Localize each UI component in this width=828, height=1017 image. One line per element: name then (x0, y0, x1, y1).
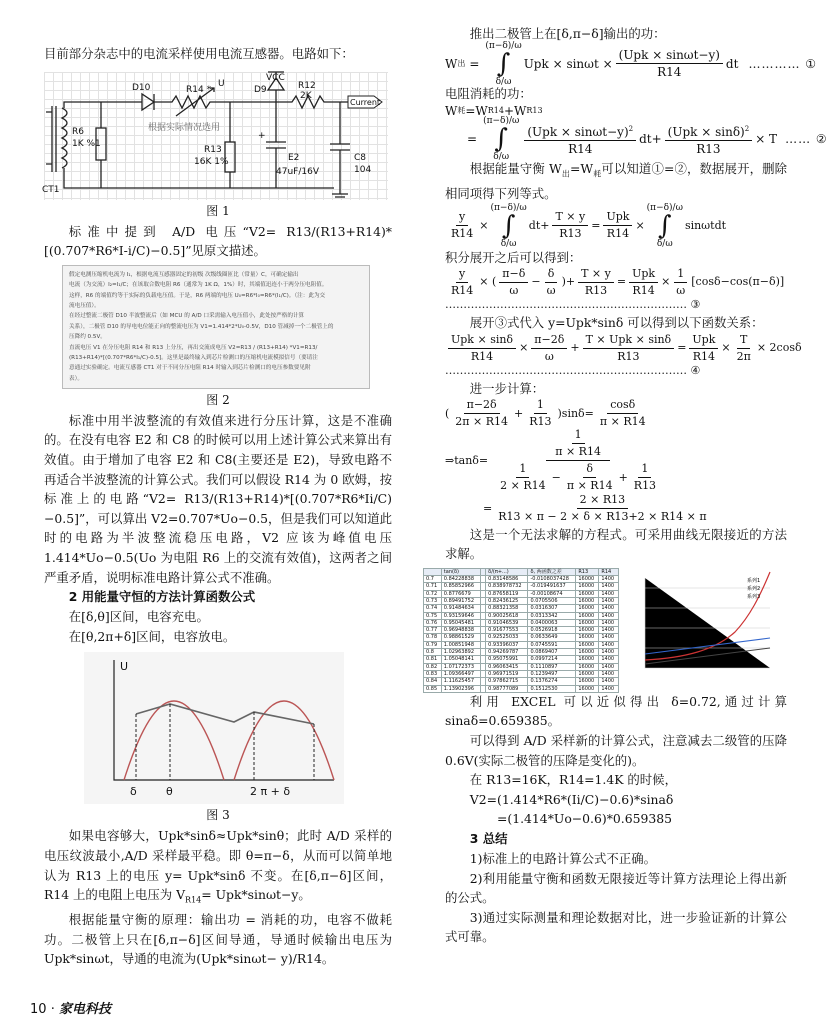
table-cell: 1.09366497 (441, 670, 480, 677)
table-cell: 1.11625457 (441, 678, 480, 685)
table-cell: 1400 (599, 612, 619, 619)
table-cell: 0.83148586 (486, 576, 528, 583)
figure-2-scan (62, 265, 370, 389)
table-cell: 0.0400063 (528, 619, 576, 626)
svg-text:104: 104 (354, 164, 372, 175)
svg-text:VCC: VCC (266, 72, 285, 83)
table-cell: 0.0869407 (528, 649, 576, 656)
paragraph-further: 进一步计算： (469, 381, 545, 397)
table-cell: 1400 (599, 627, 619, 634)
table-header-cell: δ/(π+...) (486, 568, 528, 575)
svg-text:2K: 2K (300, 90, 312, 101)
table-header-cell: R13 (576, 568, 599, 575)
paragraph-new-formula: 可以得到 A/D 采样新的计算公式，注意减去二级管的压降 0.6V(实际二极管的压降是变化的)。 (445, 733, 787, 768)
table-row (424, 583, 619, 590)
table-cell: 0.0313342 (528, 612, 576, 619)
table-cell: 0.94269787 (486, 649, 528, 656)
table-row (424, 649, 619, 656)
svg-text:1K %1: 1K %1 (72, 138, 101, 149)
table-cell: 0.90025618 (486, 612, 528, 619)
paragraph-energy-balance: 根据能量守衡 $W_出=W_耗$可以知道①=②，数据展开，删除相同项得下列等式。 (445, 161, 788, 202)
figure-2-line: 假定电测压缩机电流为 I₁，根据电流互感器固定的初级 次级线圈匝比（常量）C，可确定输出 (69, 271, 299, 278)
table-row (424, 656, 619, 663)
summary-3: 3)通过实际测量和理论数据对比，进一步验证新的计算公式可靠。 (445, 909, 787, 945)
table-cell: 0.85852966 (441, 583, 480, 590)
table-cell: 16000 (576, 678, 599, 685)
table-row (424, 634, 619, 641)
circuit-diagram (44, 72, 388, 200)
table-cell: 0.93159646 (441, 612, 480, 619)
table-header-cell: R14 (599, 568, 619, 575)
svg-text:CT1: CT1 (42, 184, 60, 195)
paragraph-excel-result: 利用 EXCEL 可以近似得出 δ=0.72,通过计算 sinaδ=0.659385。 (445, 693, 787, 729)
table-cell: 1400 (599, 685, 619, 692)
svg-text:R6: R6 (72, 126, 84, 137)
paragraph-analysis: 标准中用半波整流的有效值来进行分压计算，这是不准确的。在没有电容 E2 和 C8 的时候可以用上述计算公式来算出有效值。由于增加了电容 E2 和 C8(主要还是 E2)，导致电路不再适合半波整流的计算公式。我们可以假设 R14 为 0 欧姆，按标准上的电路“V2= R13/(R13+R14)*[(0.707*R6*Ii/C)−0.5]”，可以算出 V2=0.707*Uo−0.5，但是我们可以知道此时的电路为半波整流稳压电路，V2 应该为峰值电压 1.414*Uo−0.5(Uo 为电阻 R6 上的交流有效值)，这两者之间严重矛盾，说明标准电路计算公式不准确。 (44, 412, 392, 585)
table-cell: 16000 (576, 583, 599, 590)
paragraph-substitute: 展开③式代入 y=Upk*sinδ 可以得到以下函数关系： (469, 315, 764, 331)
paragraph-approx: 这是一个无法求解的方程式。可采用曲线无限接近的方法求解。 (445, 526, 787, 562)
table-cell: 0.98861529 (441, 634, 480, 641)
table-header-cell (424, 568, 442, 575)
figure-1-circuit (44, 72, 388, 200)
table-cell: 0.8776679 (441, 590, 480, 597)
table-cell: 1400 (599, 576, 619, 583)
excel-table (423, 568, 619, 693)
table-cell: 0.1239497 (528, 670, 576, 677)
equation-7: ⇒tanδ= $\frac{1}{\pi \times R14}$ $\frac{1}{2 \times R14}$ − $\frac{\delta}{\pi \times R14}$ + $\frac{1}{R13}$ (445, 428, 657, 493)
figure-2-text (69, 270, 363, 384)
excel-curve-chart (625, 568, 775, 680)
table-cell: 1400 (599, 649, 619, 656)
figure-2-line: 流电压值）。 (69, 303, 100, 309)
table-cell: 0.91046539 (486, 619, 528, 626)
table-cell: 16000 (576, 641, 599, 648)
table-cell: 1400 (599, 670, 619, 677)
table-cell: 1400 (599, 598, 619, 605)
svg-text:+: + (258, 130, 266, 141)
table-cell: 1.00851948 (441, 641, 480, 648)
table-header-row (424, 568, 619, 575)
table-cell: 16000 (576, 649, 599, 656)
table-cell: 0.76 (424, 619, 442, 626)
table-cell: 16000 (576, 576, 599, 583)
svg-text:2 π + δ: 2 π + δ (250, 785, 291, 799)
table-cell: 0.77 (424, 627, 442, 634)
table-cell: 0.84228838 (441, 576, 480, 583)
table-cell: 0.1110897 (528, 663, 576, 670)
figure-2-line: 电流（为交流）I₂=I₁/C；在该取合数电阻 R6（通常为 1K Ω，1%）时，其端值迅连小于两分压电阻值。 (69, 282, 328, 289)
table-cell: 0.91677553 (486, 627, 528, 634)
table-cell: 1400 (599, 656, 619, 663)
table-cell: 1400 (599, 634, 619, 641)
table-cell: 0.73 (424, 598, 442, 605)
table-cell: 16000 (576, 590, 599, 597)
section-3-heading: 3 总结 (469, 830, 508, 846)
table-cell: 0.87658119 (486, 590, 528, 597)
table-cell: 0.8 (424, 649, 442, 656)
svg-text:θ: θ (166, 785, 173, 799)
table-cell: 0.0997214 (528, 656, 576, 663)
figure-3-waveform (84, 652, 344, 804)
table-cell: 0.82 (424, 663, 442, 670)
left-column (44, 0, 392, 969)
table-header-cell: tan(δ) (441, 568, 480, 575)
paragraph-values: 在 R13=16K，R14=1.4K 的时候， (469, 772, 677, 788)
equation-3: $\frac{y}{R14}$ × (π−δ)/ω ∫ δ/ω dt+ $\frac{T \times y}{R13}$ = $\frac{\text{Upk}}{R14}$ × (π−δ)/ω ∫ δ/ω sinωtdt (451, 202, 727, 249)
table-cell: 1400 (599, 619, 619, 626)
summary-1: 1)标准上的电路计算公式不正确。 (469, 850, 656, 866)
figure-2-line: 表）。 (69, 375, 83, 382)
table-cell: 0.91484634 (441, 605, 480, 612)
table-row (424, 663, 619, 670)
table-cell: 0.83 (424, 670, 442, 677)
equation-6: ( $\frac{\pi-2\delta}{2\pi \times R14}$ + $\frac{1}{R13}$ )sinδ= $\frac{\cos\delta}{\pi \times R14}$ (445, 398, 646, 429)
figure-2-line: 关系），二极管 D10 的导电电位能正向的整流电压为 V1=1.414*2*U₀-0.5V，D10 管减掉一个二极管上的 (69, 323, 334, 330)
table-row (424, 678, 619, 685)
table-row (424, 576, 619, 583)
table-cell: 0.838978732 (486, 583, 528, 590)
table-row (424, 619, 619, 626)
table-cell: 0.88321358 (486, 605, 528, 612)
table-cell: 1.13902396 (441, 685, 480, 692)
table-cell: 0.93396037 (486, 641, 528, 648)
equation-1: W 出 = (π−δ)/ω ∫ δ/ω Upk × sinωt × $\frac{\text{(Upk × sinωt−y)}}{R14}$ dt ………… ① (445, 40, 818, 87)
paragraph-discharge: 在[θ,2π+δ]区间，电容放电。 (68, 628, 236, 644)
excel-figure (423, 568, 787, 692)
table-cell: 0.96948838 (441, 627, 480, 634)
paragraph-energy: 根据能量守衡的原理：输出功 = 消耗的功，电容不做耗功。二极管上只在[δ,π−δ]区间导通，导通时候输出电压为 Upk*sinωt，导通的电流为(Upk*sinωt− y)/R14。 (44, 912, 392, 967)
table-cell: 0.7 (424, 576, 442, 583)
table-cell: 0.96063415 (486, 663, 528, 670)
svg-text:系列3: 系列3 (747, 593, 761, 600)
table-cell: 0.72 (424, 590, 442, 597)
svg-text:U: U (120, 660, 129, 674)
equation-5-number: ………………………………………………………… ④ (445, 364, 701, 378)
svg-text:R13: R13 (204, 144, 222, 155)
figure-2-line: 直流电压 V1 在分压电阻 R14 和 R13 上分压，再出交流成电压 V2=R13 / (R13+R14) *V1=R13/ (69, 344, 318, 351)
svg-text:16K 1%: 16K 1% (194, 156, 229, 167)
table-cell: 0.81 (424, 656, 442, 663)
table-cell: 0.1376274 (528, 678, 576, 685)
svg-text:R12: R12 (298, 80, 316, 91)
paragraph-standard-formula: 标准中提到 A/D 电压“V2= R13/(R13+R14)*[(0.707*R6*I-i/C)−0.5]”见原文描述。 (44, 223, 392, 259)
paragraph-capacitor: 如果电容够大，Upk*sinδ≈Upk*sinθ；此时 A/D 采样的电压纹波最小,A/D 采样最平稳。即 θ=π−δ，从而可以简单地认为 R13 上的电压 y= Upk*sinδ 不变。在[δ,π−δ]区间，R14 上的电阻上电压为 $V_{R14}= Upk*\sin\omega t-y$。 (44, 828, 392, 905)
table-cell: 1400 (599, 641, 619, 648)
svg-text:U: U (218, 78, 225, 89)
figure-2-line: (R13+R14)*[(0.707*R6*I₁/C)-0.5]。这里是最终输入到芯片检测口的压缩机电流模拟信号（要请注 (69, 355, 318, 362)
table-row (424, 670, 619, 677)
table-row (424, 612, 619, 619)
table-cell: 16000 (576, 605, 599, 612)
table-row (424, 641, 619, 648)
table-row (424, 598, 619, 605)
table-cell: 1400 (599, 583, 619, 590)
table-cell: 16000 (576, 619, 599, 626)
page-footer: 10 · 家电科技 (30, 1002, 111, 1017)
figure-2-line: 意通过实验确定。电流互感器 CT1 对于不同分压电阻 R14 时输入到芯片检测口的电压参数要见附 (69, 365, 311, 372)
paragraph-output-work: 推出二极管上在[δ,π−δ]输出的功： (469, 26, 666, 41)
table-cell: 16000 (576, 627, 599, 634)
formula-v2-result: =(1.414*Uo−0.6)*0.659385 (497, 811, 673, 827)
section-2-heading: 2 用能量守恒的方法计算函数公式 (68, 589, 256, 605)
equation-4: $\frac{y}{R14}$ × ( $\frac{\pi-\delta}{\omega}$ − $\frac{\delta}{\omega}$ )+ $\frac{T \times y}{R13}$ = $\frac{\text{Upk}}{R14}$ × $\frac{1}{\omega}$ [cosδ−cos(π−δ)] (451, 266, 785, 297)
table-cell: 16000 (576, 612, 599, 619)
table-cell: 0.74 (424, 605, 442, 612)
svg-text:E2: E2 (288, 152, 300, 163)
table-cell: 1400 (599, 605, 619, 612)
table-row (424, 627, 619, 634)
right-column (426, 0, 828, 947)
table-cell: 16000 (576, 656, 599, 663)
table-cell: -0.00108674 (528, 590, 576, 597)
figure-2-line: 压降约 0.5V。 (69, 334, 106, 341)
svg-text:D9: D9 (254, 84, 267, 95)
intro-paragraph: 目前部分杂志中的电流采样使用电流互感器。电路如下： (44, 46, 354, 61)
svg-text:系列2: 系列2 (747, 585, 761, 592)
table-cell: 1.02963892 (441, 649, 480, 656)
current-label: Current (350, 97, 381, 107)
table-cell: 1.07172373 (441, 663, 480, 670)
table-cell: 0.0705506 (528, 598, 576, 605)
paragraph-charge: 在[δ,θ]区间，电容充电。 (68, 609, 209, 625)
table-cell: 16000 (576, 663, 599, 670)
table-cell: 0.95075991 (486, 656, 528, 663)
table-cell: 0.95045481 (441, 619, 480, 626)
table-cell: 0.75 (424, 612, 442, 619)
equation-2a: W 耗 =W R14 +W R13 (445, 104, 543, 119)
table-cell: 16000 (576, 634, 599, 641)
table-cell: 0.96971519 (486, 670, 528, 677)
table-cell: 0.98777089 (486, 685, 528, 692)
svg-text:C8: C8 (354, 152, 367, 163)
equation-5: $\frac{\text{Upk × sinδ}}{R14}$ × $\frac{\pi-2\delta}{\omega}$ + $\frac{\text{T × Upk × sinδ}}{R13}$ = $\frac{\text{Upk}}{R14}$ × $\frac{T}{2\pi}$ × 2cosδ (445, 333, 787, 363)
summary-2: 2)利用能量守衡和函数无限接近等计算方法理论上得出新的公式。 (445, 870, 787, 906)
table-cell: 0.85 (424, 685, 442, 692)
table-cell: -0.0108037428 (528, 576, 576, 583)
table-row (424, 590, 619, 597)
svg-text:根据实际情况选用: 根据实际情况选用 (148, 122, 221, 133)
table-cell: 0.0526918 (528, 627, 576, 634)
table-cell: 1400 (599, 590, 619, 597)
table-cell: 1.05048141 (441, 656, 480, 663)
figure-2-caption: 图 2 (206, 392, 230, 407)
equation-8: = $\frac{2 \times R13}{R13 \times \pi - 2 \times \delta \times R13+2 \times R14 \times \pi}$ (483, 493, 707, 524)
figure-2-line: 在经过整流二极管 D10 半波整流后（如 MCU 的 A/D 口采需输入电压值小，此处按严格的计算 (69, 313, 305, 320)
table-cell: 0.89491752 (441, 598, 480, 605)
table-cell: 0.78 (424, 634, 442, 641)
formula-v2: V2=(1.414*R6*(Ii/C)−0.6)*sinaδ (469, 791, 674, 807)
page-number: 10 (30, 1002, 47, 1017)
table-cell: 0.1512530 (528, 685, 576, 692)
journal-logo: 家电科技 (58, 1002, 111, 1017)
table-cell: 16000 (576, 685, 599, 692)
table-cell: 0.71 (424, 583, 442, 590)
paragraph-resistor-work: 电阻消耗的功： (445, 85, 532, 101)
table-cell: 0.82436125 (486, 598, 528, 605)
paragraph-integral: 积分展开之后可以得到： (445, 249, 582, 265)
equation-4-number: ………………………………………………………… ③ (445, 298, 701, 312)
svg-text:系列1: 系列1 (747, 577, 761, 584)
svg-text:47uF/16V: 47uF/16V (276, 166, 319, 177)
svg-text:D10: D10 (132, 82, 151, 93)
figure-3-caption: 图 3 (206, 808, 230, 823)
table-cell: 0.84 (424, 678, 442, 685)
table-cell: 1400 (599, 678, 619, 685)
svg-text:R14 *: R14 * (186, 84, 212, 95)
table-row (424, 605, 619, 612)
svg-text:δ: δ (130, 785, 137, 799)
figure-2-line: 这样，R6 的端值约等于实际的负载电压值。于是，R6 两端的电压 U₀=R6*I₀=R6*(I₁/C)。（注：此为交 (69, 292, 326, 299)
figure-1-caption: 图 1 (206, 203, 230, 218)
table-cell: 0.0633649 (528, 634, 576, 641)
table-cell: 16000 (576, 670, 599, 677)
table-cell: 0.0316307 (528, 605, 576, 612)
table-cell: 0.0745591 (528, 641, 576, 648)
table-cell: 0.97862715 (486, 678, 528, 685)
table-cell: 0.92525033 (486, 634, 528, 641)
table-header-cell: δ, 两函数之差 (528, 568, 576, 575)
equation-2b: = (π−δ)/ω ∫ δ/ω $\frac{(Upk \times \sin\omega t-y)^2}{R14}$ dt+ $\frac{(Upk \times \sin\delta)^2}{R13}$ × T …… ② (467, 116, 828, 163)
table-cell: 1400 (599, 663, 619, 670)
table-cell: -0.019491637 (528, 583, 576, 590)
table-cell: 16000 (576, 598, 599, 605)
table-cell: 0.79 (424, 641, 442, 648)
